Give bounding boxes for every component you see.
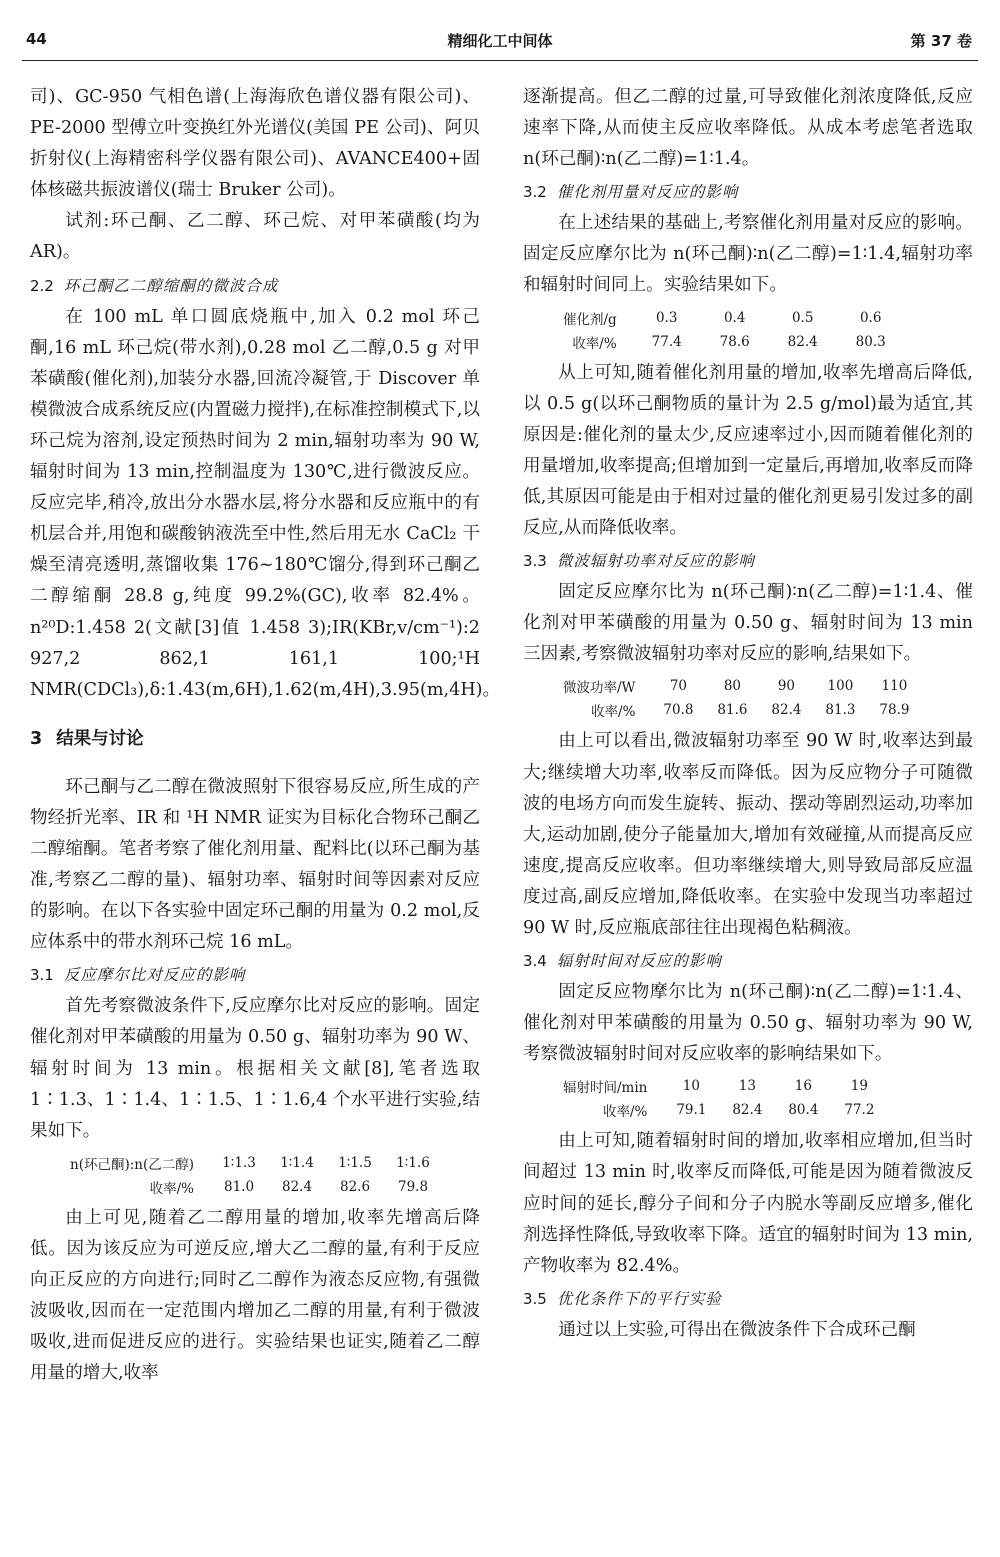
table-row-label: 辐射时间/min (563, 1080, 648, 1097)
subsection-number: 3.5 (523, 1289, 547, 1308)
table-row (563, 306, 905, 330)
subsection-number: 2.2 (30, 276, 54, 295)
paragraph-synthesis: 在 100 mL 单口圆底烧瓶中,加入 0.2 mol 环己酮,16 mL 环己烷(带水剂),0.28 mol 乙二醇,0.5 g 对甲苯磺酸(催化剂),加装分水器,回流冷凝管,于 Discover 单模微波合成系统反应(内置磁力搅拌),在标准控制模式下,以环己烷为溶剂,设定预热时间为 2 min,辐射功率为 90 W,辐射时间为 13 min,控制温度为 130℃,进行微波反应。反应完毕,稍冷,放出分水器水层,将分水器和反应瓶中的有机层合并,用饱和碳酸钠液洗至中性,然后用无水 CaCl₂ 干燥至清亮透明,蒸馏收集 176~180℃馏分,得到环己酮乙二醇缩酮 28.8 g,纯度 99.2%(GC),收率 82.4%。n²⁰D:1.458 2(文献[3]值 1.458 3);IR(KBr,v/cm⁻¹):2 927,2 862,1 161,1 100;¹H NMR(CDCl₃),δ:1.43(m,6H),1.62(m,4H),3.95(m,4H)。 (30, 306, 501, 700)
table-cell: 82.4 (787, 333, 818, 350)
table-cell: 1∶1.4 (280, 1154, 314, 1171)
table-row-label: 收率/% (149, 1180, 195, 1197)
subsection-title: 微波辐射功率对反应的影响 (556, 552, 755, 571)
table-time (563, 1074, 887, 1122)
table-cell: 82.4 (281, 1178, 313, 1195)
table-row-label: 收率/% (602, 1104, 648, 1121)
table-cell: 80.4 (788, 1102, 819, 1119)
page-number: 44 (26, 30, 47, 48)
left-column (30, 82, 501, 1389)
table-row (563, 1074, 887, 1098)
section-number: 3 (30, 728, 43, 749)
paragraph-results-intro: 环己酮与乙二醇在微波照射下很容易反应,所生成的产物经折光率、IR 和 ¹H NMR 证实为目标化合物环己酮乙二醇缩酮。笔者考察了催化剂用量、配料比(以环己酮为基准,考察乙二醇的量)、辐射功率、辐射时间等因素对反应的影响。在以下各实验中固定环己酮的用量为 0.2 mol,反应体系中的带水剂环己烷 16 mL。 (30, 776, 480, 953)
paragraph-molar-ratio-discussion: 由上可见,随着乙二醇用量的增加,收率先增高后降低。因为该反应为可逆反应,增大乙二醇的量,有利于反应向正反应的方向进行;同时乙二醇作为液态反应物,有强微波吸收,因而在一定范围内增加乙二醇的用量,有利于微波吸收,进而促进反应的进行。实验结果也证实,随着乙二醇用量的增大,收率 (30, 1207, 480, 1384)
paragraph-power-discussion: 由上可以看出,微波辐射功率至 90 W 时,收率达到最大;继续增大功率,收率反而降低。因为反应物分子可随微波的电场方向而发生旋转、振动、摆动等剧烈运动,功率加大,运动加剧,使分子能量加大,增加有效碰撞,从而提高反应速度,提高反应收率。但功率继续增大,则导致局部反应温度过高,副反应增加,降低收率。在实验中发现当功率超过 90 W 时,反应瓶底部往往出现褐色粘稠液。 (523, 731, 973, 938)
table-cell: 10 (682, 1078, 700, 1095)
table-cell: 100 (827, 678, 854, 695)
subsection-number: 3.2 (523, 183, 547, 202)
paragraph-catalyst: 在上述结果的基础上,考察催化剂用量对反应的影响。固定反应摩尔比为 n(环己酮)∶n(乙二醇)=1∶1.4,辐射功率和辐射时间同上。实验结果如下。 (523, 213, 973, 296)
running-header (22, 24, 978, 54)
paragraph-time-discussion: 由上可知,随着辐射时间的增加,收率相应增加,但当时间超过 13 min 时,收率反而降低,可能是因为随着微波反应时间的延长,醇分子间和分子内脱水等副反应增多,催化剂选择性降低,导致收率下降。适宜的辐射时间为 13 min,产物收率为 82.4%。 (523, 1131, 973, 1276)
table-row-label: 催化剂/g (563, 311, 617, 328)
subsection-3-1-heading (30, 960, 480, 990)
table-cell: 78.6 (719, 333, 750, 350)
paragraph-continued: 逐渐提高。但乙二醇的过量,可导致催化剂浓度降低,反应速率下降,从而使主反应收率降低。从成本考虑笔者选取 n(环己酮)∶n(乙二醇)=1∶1.4。 (523, 87, 973, 170)
table-cell: 13 (738, 1078, 756, 1095)
subsection-number: 3.3 (523, 552, 547, 571)
header-rule (22, 60, 978, 61)
paragraph-parallel: 通过以上实验,可得出在微波条件下合成环己酮 (558, 1319, 916, 1340)
subsection-number: 3.1 (30, 966, 54, 985)
table-cell: 1∶1.3 (222, 1154, 256, 1171)
table-cell: 82.4 (732, 1102, 763, 1119)
volume-number: 第 37 卷 (910, 32, 972, 50)
subsection-3-2-heading (523, 177, 973, 207)
table-row (563, 1098, 887, 1122)
subsection-number: 3.4 (523, 952, 547, 971)
table-cell: 16 (794, 1078, 812, 1095)
table-cell: 90 (777, 678, 796, 695)
paragraph-molar-ratio: 首先考察微波条件下,反应摩尔比对反应的影响。固定催化剂对甲苯磺酸的用量为 0.50 g、辐射功率为 90 W、辐射时间为 13 min。根据相关文献[8],笔者选取 1∶1.3、1∶1.4、1∶1.5、1∶1.6,4 个水平进行实验,结果如下。 (30, 996, 480, 1141)
table-row (70, 1151, 442, 1175)
right-column (523, 82, 973, 1346)
table-cell: 77.2 (844, 1102, 875, 1119)
table-cell: 0.3 (655, 309, 678, 326)
table-cell: 79.8 (397, 1178, 429, 1195)
table-cell: 0.5 (791, 309, 814, 326)
subsection-title: 优化条件下的平行实验 (556, 1289, 722, 1308)
paragraph-reagents: 试剂:环己酮、乙二醇、环己烷、对甲苯磺酸(均为AR)。 (30, 211, 480, 263)
table-cell: 77.4 (651, 333, 682, 350)
table-row (70, 1175, 442, 1199)
table-cell: 0.6 (859, 309, 882, 326)
table-cell: 82.6 (339, 1178, 371, 1195)
table-molar-ratio (70, 1151, 442, 1199)
table-row (563, 698, 921, 722)
subsection-title: 环己酮乙二醇缩酮的微波合成 (63, 276, 279, 295)
table-cell: 81.0 (223, 1178, 255, 1195)
paragraph-instruments: 司)、GC-950 气相色谱(上海海欣色谱仪器有限公司)、PE-2000 型傅立叶变换红外光谱仪(美国 PE 公司)、阿贝折射仪(上海精密科学仪器有限公司)、AVANCE400+固体核磁共振波谱仪(瑞士 Bruker 公司)。 (30, 87, 480, 201)
paragraph-power: 固定反应摩尔比为 n(环己酮)∶n(乙二醇)=1∶1.4、催化剂对甲苯磺酸的用量为 0.50 g、辐射时间为 13 min 三因素,考察微波辐射功率对反应的影响,结果如下。 (523, 582, 973, 665)
subsection-title: 辐射时间对反应的影响 (556, 952, 722, 971)
subsection-3-5-heading (523, 1284, 973, 1314)
table-cell: 19 (850, 1078, 868, 1095)
table-cell: 0.4 (723, 309, 746, 326)
table-power (563, 674, 921, 722)
table-cell: 1∶1.6 (396, 1154, 430, 1171)
table-cell: 110 (881, 678, 908, 695)
subsection-3-4-heading (523, 946, 973, 976)
table-row-label: 收率/% (591, 704, 636, 721)
table-cell: 80.3 (855, 333, 886, 350)
table-catalyst (563, 306, 905, 354)
section-title: 结果与讨论 (56, 728, 144, 749)
table-cell: 81.3 (825, 702, 856, 719)
table-row-label: 微波功率/W (563, 680, 636, 697)
table-row (563, 674, 921, 698)
table-cell: 70.8 (663, 702, 694, 719)
subsection-2-2-heading (30, 271, 480, 301)
paragraph-time: 固定反应物摩尔比为 n(环己酮)∶n(乙二醇)=1∶1.4、催化剂对甲苯磺酸的用量为 0.50 g、辐射功率为 90 W,考察微波辐射时间对反应收率的影响结果如下。 (523, 982, 973, 1065)
table-row-label: n(环己酮):n(乙二醇) (70, 1156, 195, 1173)
table-cell: 1∶1.5 (338, 1154, 372, 1171)
table-cell: 78.9 (879, 702, 910, 719)
table-row (563, 330, 905, 354)
table-cell: 79.1 (676, 1102, 707, 1119)
subsection-title: 催化剂用量对反应的影响 (556, 183, 739, 202)
subsection-3-3-heading (523, 546, 973, 576)
paragraph-catalyst-discussion: 从上可知,随着催化剂用量的增加,收率先增高后降低,以 0.5 g(以环己酮物质的量计为 2.5 g/mol)最为适宜,其原因是:催化剂的量太少,反应速率过小,因而随着催化剂的用量增加,收率提高;但增加到一定量后,再增加,收率反而降低,其原因可能是由于相对过量的催化剂更易引发过多的副反应,从而降低收率。 (523, 362, 973, 539)
table-row-label: 收率/% (572, 335, 617, 352)
table-cell: 80 (723, 678, 742, 695)
table-cell: 70 (669, 678, 688, 695)
subsection-title: 反应摩尔比对反应的影响 (63, 966, 246, 985)
table-cell: 81.6 (717, 702, 748, 719)
table-cell: 82.4 (771, 702, 802, 719)
journal-title: 精细化工中间体 (447, 32, 553, 50)
section-3-heading (30, 724, 480, 754)
